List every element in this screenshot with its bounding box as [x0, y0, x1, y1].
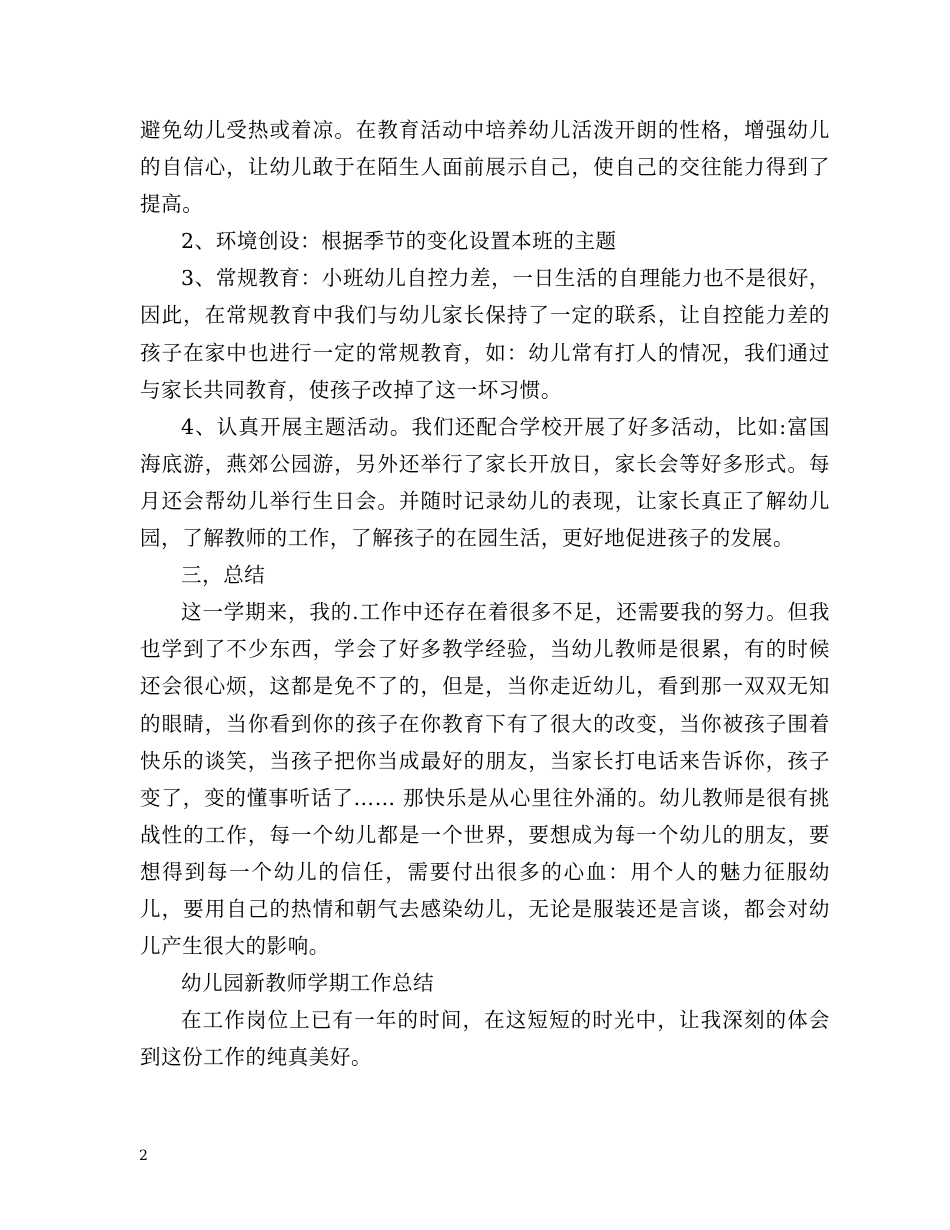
- page-number: 2: [139, 1148, 148, 1164]
- article-title: 幼儿园新教师学期工作总结: [181, 971, 435, 996]
- paragraph-5: 这一学期来，我的.工作中还存在着很多不足，还需要我的努力。但我也学到了不少东西，学会了好多教学经验，当幼儿教师是很累，有的时候还会很心烦，这都是免不了的，但是，当你走近幼儿，看到那一双双无知的眼睛，当你看到你的孩子在你教育下有了很大的改变，当你被孩子围着快乐的谈笑，当孩子把你当成最好的朋友，当家长打电话来告诉你，孩子变了，变的懂事听话了…… 那快乐是从心里往外涌的。幼儿教师是很有挑战性的工作，每一个幼儿都是一个世界，要想成为每一个幼儿的朋友，要想得到每一个幼儿的信任，需要付出很多的心血：用个人的魅力征服幼儿，要用自己的热情和朝气去感染幼儿，无论是服装还是言谈，都会对幼儿产生很大的影响。: [140, 600, 830, 959]
- paragraph-6: 在工作岗位上已有一年的时间，在这短短的时光中，让我深刻的体会到这份工作的纯真美好。: [140, 1008, 830, 1070]
- paragraph-4: 4、认真开展主题活动。我们还配合学校开展了好多活动，比如:富国海底游，燕郊公园游，另外还举行了家长开放日，家长会等好多形式。每月还会帮幼儿举行生日会。并随时记录幼儿的表现，让家长真正了解幼儿园，了解教师的工作，了解孩子的在园生活，更好地促进孩子的发展。: [140, 414, 830, 551]
- document-body: [140, 112, 830, 1076]
- section-heading: 三，总结: [181, 563, 266, 588]
- paragraph-3: 3、常规教育：小班幼儿自控力差，一日生活的自理能力也不是很好，因此，在常规教育中我们与幼儿家长保持了一定的联系，让自控能力差的孩子在家中也进行一定的常规教育，如：幼儿常有打人的情况，我们通过与家长共同教育，使孩子改掉了这一坏习惯。: [140, 266, 830, 402]
- paragraph-2: 2、环境创设：根据季节的变化设置本班的主题: [181, 229, 617, 254]
- paragraph-1: 避免幼儿受热或着凉。在教育活动中培养幼儿活泼开朗的性格，增强幼儿的自信心，让幼儿敢于在陌生人面前展示自己，使自己的交往能力得到了提高。: [140, 118, 830, 217]
